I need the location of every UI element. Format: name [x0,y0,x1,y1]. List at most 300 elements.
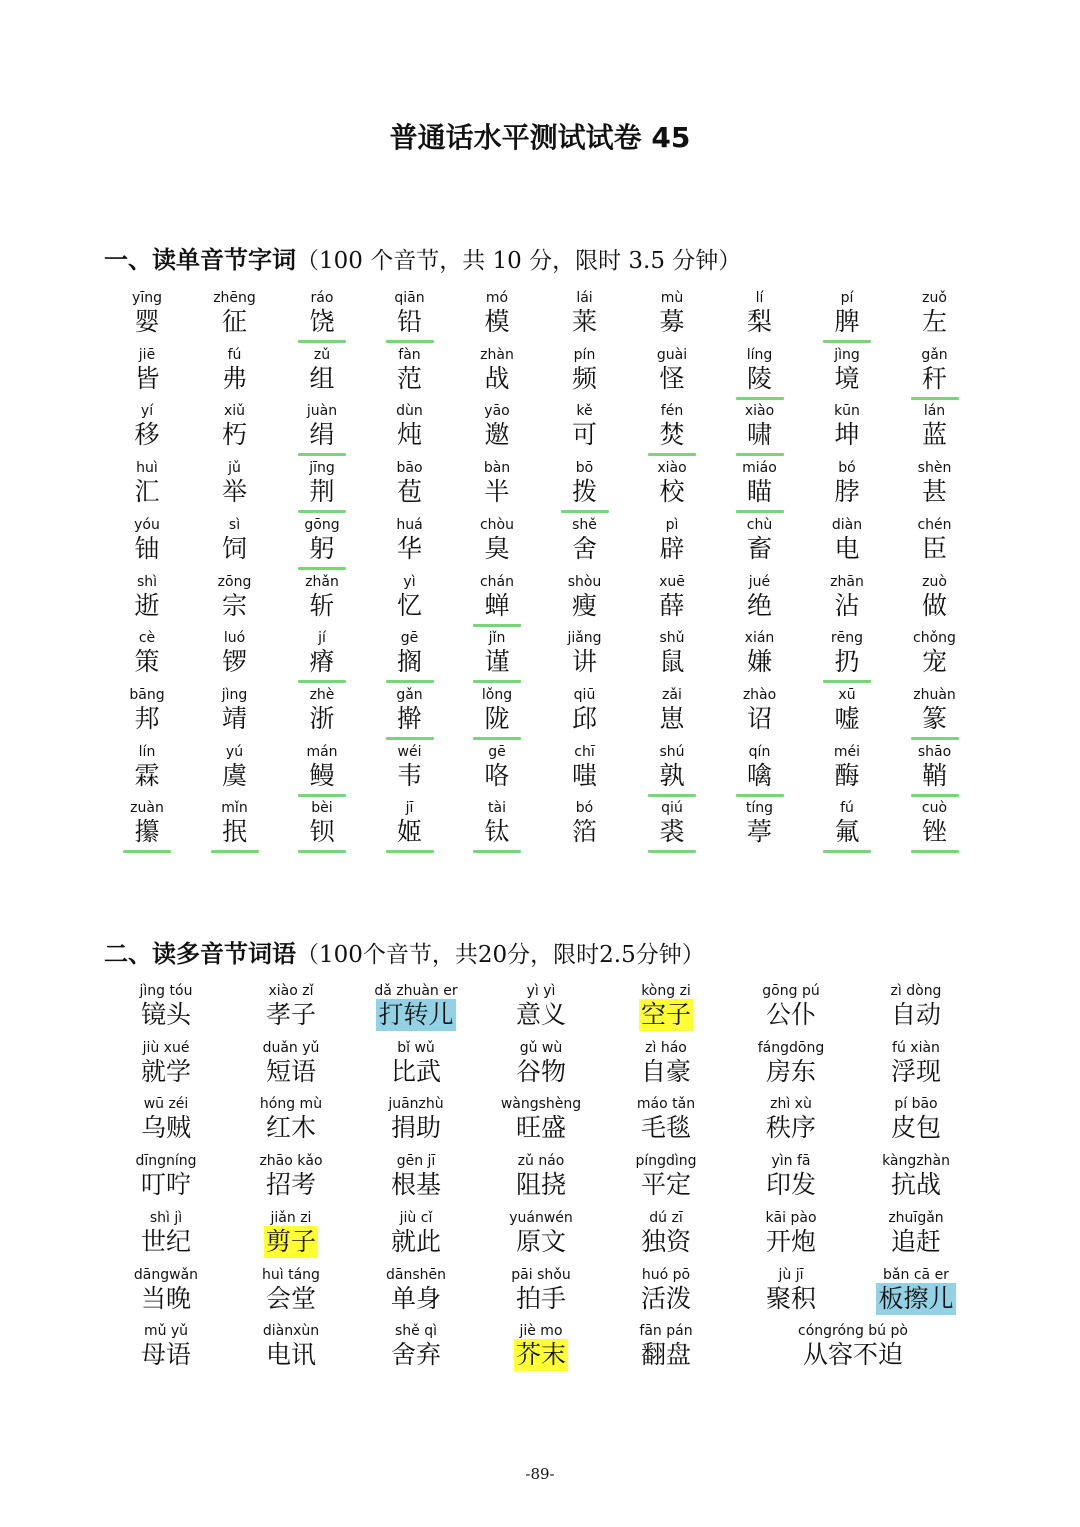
pinyin: jiè mo [519,1323,563,1340]
hanzi: 啸 [746,420,772,450]
hanzi: 自动 [890,1000,941,1029]
word-cell [452,403,542,451]
hanzi: 梨 [746,307,772,336]
pinyin: shèn [917,460,952,477]
pinyin: zhàn [480,346,514,363]
hanzi: 翻盘 [640,1340,691,1370]
pinyin: kāi pào [765,1209,817,1226]
hanzi: 就此 [390,1226,441,1256]
word-cell [890,517,980,565]
word-cell [604,1040,728,1088]
word-cell [229,1210,353,1258]
word-cell [802,744,892,792]
section1-heading-note: （100 个音节，共 10 分，限时 3.5 分钟） [296,248,742,274]
hanzi: 母语 [140,1340,191,1370]
word-cell [229,1153,353,1201]
word-cell [479,1323,603,1371]
pinyin: zhān [830,573,864,590]
word-cell [802,460,892,508]
pinyin: chán [479,573,515,590]
pinyin: shú [659,743,685,760]
word-cell [452,630,542,678]
hanzi: 房东 [765,1056,816,1086]
word-cell [365,574,455,622]
hanzi: 虞 [221,760,247,790]
word-cell [715,687,805,735]
word-cell [627,403,717,451]
pinyin: shě qì [394,1323,437,1340]
hanzi: 意义 [515,1000,566,1029]
word-cell [715,744,805,792]
hanzi: 铅 [396,307,422,336]
pinyin: zhuīgǎn [888,1209,944,1226]
word-cell [365,630,455,678]
page-title: 普通话水平测试试卷 45 [389,121,691,154]
word-cell [452,687,542,735]
word-cell [479,983,603,1031]
word-cell [452,517,542,565]
hanzi: 莱 [571,307,597,336]
word-cell [604,983,728,1031]
pinyin: bǐ wǔ [397,1039,435,1056]
word-cell [802,347,892,395]
word-cell [802,630,892,678]
word-cell [452,460,542,508]
pinyin: fén [660,403,684,420]
underline-mark [648,794,696,797]
hanzi: 铀 [134,533,160,563]
word-cell [604,1323,728,1371]
hanzi: 浙 [309,703,335,733]
word-cell [627,460,717,508]
pinyin: pāi shǒu [511,1266,571,1283]
word-cell [729,1210,853,1258]
underline-mark [473,850,521,853]
pinyin: jù jī [778,1266,804,1283]
hanzi: 嗤 [571,760,597,790]
pinyin: bàn [483,460,511,477]
section2-heading-note: （100个音节，共20分，限时2.5分钟） [296,942,705,968]
pinyin: tíng [745,800,774,817]
word-cell [365,687,455,735]
pinyin: huì táng [262,1266,320,1283]
word-cell [102,403,192,451]
word-cell [190,800,280,848]
pinyin: bǎn cā er [883,1266,949,1283]
pinyin: mán [306,743,338,760]
underline-mark [911,850,959,853]
underline-mark [386,340,434,343]
pinyin: yìn fā [771,1153,811,1170]
underline-mark [736,453,784,456]
word-cell [890,630,980,678]
hanzi: 鞘 [921,760,947,790]
hanzi: 邱 [571,703,597,733]
underline-mark [648,453,696,456]
pinyin: shì jì [149,1209,183,1226]
pinyin: diànxùn [262,1323,320,1340]
word-cell [802,687,892,735]
hanzi: 征 [221,307,247,336]
pinyin: yóu [134,516,160,533]
pinyin: gǎn [396,686,423,703]
hanzi: 校 [659,477,685,507]
hanzi: 当晚 [140,1283,191,1313]
hanzi: 蝉 [484,590,510,620]
hanzi: 讲 [571,647,597,677]
hanzi: 攥 [134,817,160,847]
pinyin: chù [746,516,773,533]
word-cell [890,744,980,792]
underline-mark [911,397,959,400]
pinyin: yuánwén [509,1209,573,1226]
word-cell [604,1267,728,1315]
pinyin: gēn jī [396,1153,436,1170]
word-cell [540,403,630,451]
hanzi: 可 [571,420,597,450]
pinyin: yì [403,573,416,590]
hanzi: 陵 [746,363,772,393]
pinyin: dùn [396,403,423,420]
pinyin: rēng [830,630,864,647]
hanzi: 姬 [396,817,422,847]
hanzi: 红木 [265,1113,316,1143]
word-cell [365,517,455,565]
word-cell [229,1040,353,1088]
word-cell [277,517,367,565]
hanzi: 秆 [921,363,947,393]
hanzi: 左 [921,307,947,336]
hanzi: 平定 [640,1170,691,1200]
hanzi: 朽 [221,420,247,450]
hanzi: 华 [396,533,422,563]
pinyin: shāo [917,743,952,760]
hanzi: 阻挠 [515,1170,566,1200]
word-cell [715,403,805,451]
pinyin: gōng pú [762,983,820,999]
pinyin: zì dòng [890,983,942,999]
hanzi: 谨 [484,647,510,677]
word-cell [479,1210,603,1258]
pinyin: kě [576,403,593,420]
pinyin: zhāo kǎo [259,1153,323,1170]
word-cell [854,1040,978,1088]
pinyin: qiān [394,290,425,306]
pinyin: fú [227,346,242,363]
pinyin: qín [748,743,771,760]
hanzi: 斩 [309,590,335,620]
hanzi: 臭 [484,533,510,563]
section1-heading-text: 一、读单音节字词 [104,246,296,274]
word-cell [715,574,805,622]
pinyin: mǐn [221,800,248,817]
hanzi: 从容不迫 [802,1340,903,1370]
word-cell [354,1267,478,1315]
word-cell [277,630,367,678]
word-cell [452,347,542,395]
pinyin: bāo [396,460,423,477]
pinyin: fú xiàn [892,1039,940,1056]
pinyin: juàn [306,403,338,420]
pinyin: wàngshèng [500,1096,582,1113]
pinyin: zì háo [645,1039,687,1056]
hanzi: 锉 [921,817,947,847]
underline-mark [298,567,346,570]
word-cell [802,290,892,338]
hanzi: 绝 [746,590,772,620]
pinyin: xiào [744,403,775,420]
pinyin: duǎn yǔ [262,1039,320,1056]
underline-mark [736,794,784,797]
underline-mark [736,510,784,513]
hanzi: 脾 [834,307,860,336]
hanzi: 裘 [659,817,685,847]
hanzi: 募 [659,307,685,336]
word-cell [729,1096,853,1144]
word-cell [104,1323,228,1371]
underline-mark [648,850,696,853]
hanzi: 韦 [396,760,422,790]
pinyin: zhè [309,686,335,703]
pinyin: bèi [311,800,333,817]
hanzi: 瘠 [309,647,335,677]
word-cell [452,744,542,792]
hanzi: 芥末 [515,1340,566,1370]
hanzi: 邀 [484,420,510,450]
word-cell [102,574,192,622]
pinyin: shě [572,516,597,533]
hanzi: 单身 [390,1283,441,1313]
pinyin: xiào [657,460,687,477]
pinyin: máo tǎn [636,1096,696,1113]
underline-mark [298,680,346,683]
hanzi: 举 [221,477,247,507]
hanzi: 舍 [571,533,597,563]
word-cell [102,800,192,848]
hanzi: 饲 [221,533,247,563]
word-cell [102,347,192,395]
pinyin: fàn [398,346,421,363]
word-cell [802,517,892,565]
hanzi: 战 [484,363,510,393]
hanzi: 打转儿 [378,1000,454,1029]
underline-mark [561,510,609,513]
pinyin: shòu [567,573,602,590]
word-cell [479,1153,603,1201]
pinyin: gōng [304,516,340,533]
hanzi: 畜 [746,533,772,563]
word-cell [627,630,717,678]
hanzi: 氟 [834,817,860,847]
hanzi: 绢 [309,420,335,450]
hanzi: 霖 [134,760,160,790]
pinyin: luó [223,630,246,647]
hanzi: 抿 [221,817,247,847]
hanzi: 电 [834,533,860,563]
hanzi: 秩序 [765,1113,816,1143]
word-cell [190,347,280,395]
pinyin: chī [574,743,595,760]
word-cell [854,1096,978,1144]
pinyin: yì yì [526,983,556,999]
word-cell [104,1153,228,1201]
hanzi: 忆 [396,590,422,620]
pinyin: zuǒ [922,290,947,306]
word-cell [104,1040,228,1088]
underline-mark [823,680,871,683]
word-cell [102,290,192,338]
pinyin: zǔ náo [517,1153,565,1170]
hanzi: 鼠 [659,647,685,677]
pinyin: méi [833,743,861,760]
word-cell [627,744,717,792]
hanzi: 根基 [390,1170,441,1200]
hanzi: 咯 [484,760,510,790]
word-cell [890,460,980,508]
hanzi: 靖 [221,703,247,733]
word-cell [540,347,630,395]
pinyin: jìng [834,346,860,363]
word-cell [854,983,978,1031]
pinyin: gē [400,630,419,647]
pinyin: pì [665,516,679,533]
word-cell [627,687,717,735]
hanzi: 叮咛 [140,1170,191,1200]
pinyin: bó [838,460,856,477]
hanzi: 频 [571,363,597,393]
pinyin: tài [488,800,506,817]
word-cell [190,574,280,622]
pinyin: zǔ [313,346,331,363]
hanzi: 瞄 [746,477,772,507]
underline-mark [298,453,346,456]
hanzi: 印发 [765,1170,816,1200]
pinyin: lǒng [481,686,513,703]
hanzi: 原文 [515,1226,566,1256]
word-cell [715,630,805,678]
pinyin: líng [746,346,773,363]
hanzi: 怪 [659,363,685,393]
pinyin: xū [838,686,856,703]
word-cell [627,574,717,622]
hanzi: 崽 [659,703,685,733]
word-cell [729,983,853,1031]
word-cell [890,347,980,395]
word-cell [715,517,805,565]
hanzi: 嫌 [746,647,772,677]
word-cell [102,630,192,678]
word-cell [715,460,805,508]
word-cell [190,687,280,735]
page-number: -89- [525,1465,555,1483]
word-cell [277,290,367,338]
pinyin: shì [136,573,158,590]
hanzi: 世纪 [140,1226,191,1256]
pinyin: jìng tóu [139,983,193,999]
word-cell [277,347,367,395]
pinyin: dǎ zhuàn er [374,983,458,999]
hanzi: 甚 [921,477,947,507]
hanzi: 毛毯 [640,1113,691,1143]
hanzi: 模 [484,307,510,336]
hanzi: 移 [134,420,160,450]
word-cell [540,744,630,792]
word-cell [354,983,478,1031]
underline-mark [298,510,346,513]
hanzi: 葶 [746,817,772,847]
pinyin: zhuàn [913,686,956,703]
hanzi: 苞 [396,477,422,507]
hanzi: 擀 [396,703,422,733]
hanzi: 追赶 [890,1226,941,1256]
word-cell [802,800,892,848]
underline-mark [386,850,434,853]
word-cell [277,403,367,451]
hanzi: 篆 [921,703,947,733]
hanzi: 炖 [396,420,422,450]
word-cell [802,403,892,451]
pinyin: mǔ yǔ [143,1323,189,1340]
word-cell [229,1323,353,1371]
pinyin: jǐn [488,630,506,647]
word-cell [229,1096,353,1144]
word-cell [104,983,228,1031]
hanzi: 皮包 [890,1113,941,1143]
underline-mark [298,850,346,853]
word-cell [452,290,542,338]
pinyin: miáo [742,460,777,477]
hanzi: 酶 [834,760,860,790]
pinyin: xuē [659,573,685,590]
word-cell [365,403,455,451]
pinyin: gǔ wù [519,1039,563,1056]
hanzi: 宠 [921,647,947,677]
word-cell [102,460,192,508]
word-cell [540,460,630,508]
pinyin: dú zī [649,1209,683,1226]
word-cell [365,460,455,508]
word-cell [802,574,892,622]
hanzi: 乌贼 [140,1113,191,1143]
word-cell [479,1040,603,1088]
hanzi: 躬 [309,533,335,563]
hanzi: 皆 [134,363,160,393]
word-cell [277,460,367,508]
pinyin: xiào zǐ [268,983,314,999]
pinyin: kàngzhàn [882,1153,950,1170]
underline-mark [823,850,871,853]
word-cell [890,687,980,735]
word-cell [890,800,980,848]
word-cell [540,630,630,678]
pinyin: fángdōng [757,1039,825,1056]
section2-heading-text: 二、读多音节词语 [104,940,296,968]
word-cell [729,1040,853,1088]
hanzi: 诏 [746,703,772,733]
word-cell [229,1267,353,1315]
hanzi: 蓝 [921,420,947,450]
hanzi: 捐助 [390,1113,441,1143]
word-cell [604,1096,728,1144]
hanzi: 孝子 [265,1000,316,1029]
hanzi: 公仆 [765,1000,816,1029]
hanzi: 招考 [265,1170,316,1200]
pinyin: zhǎn [305,573,339,590]
pinyin: píngdìng [635,1153,697,1170]
pinyin: jiǎng [567,630,602,647]
word-cell [365,744,455,792]
word-cell [890,403,980,451]
